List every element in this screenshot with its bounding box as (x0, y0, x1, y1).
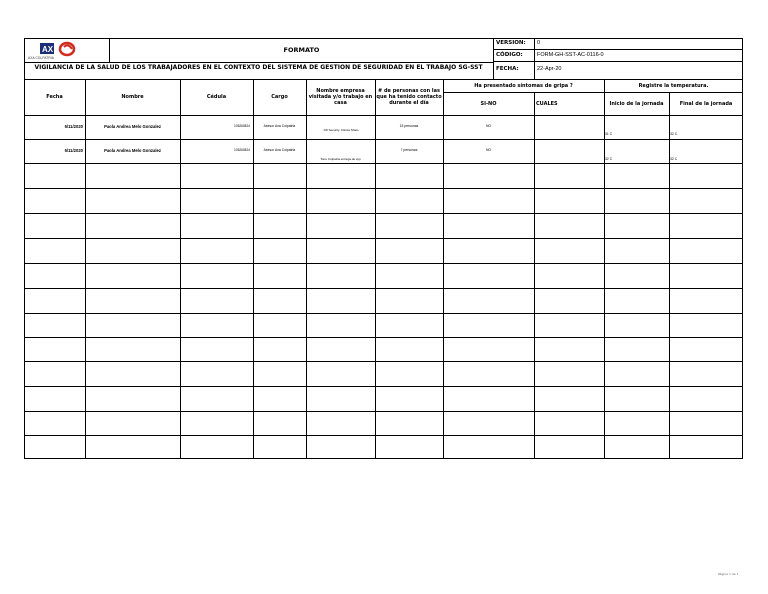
col-si-no: SI-NO (480, 100, 497, 107)
row1-final: 32 C (670, 132, 678, 136)
row1-si-no: NO (485, 124, 492, 128)
col-cedula: Cédula (206, 94, 227, 100)
col-fecha: Fecha (46, 94, 63, 100)
axa-colpatria-logo-icon (40, 41, 92, 57)
row1-nombre: Paola Andrea Melo Gonzalez (104, 124, 161, 129)
version-label: VERSION: (496, 40, 526, 46)
formato-label: FORMATO (110, 38, 494, 62)
row2-inicio: 32 C (605, 157, 613, 161)
col-cargo: Cargo (271, 94, 288, 100)
row2-cedula: 105260824 (234, 148, 250, 152)
row2-empresa: Torre Colpatria entrega de vpp (320, 157, 361, 161)
row2-fecha: 5/11/2020 (64, 148, 83, 153)
row1-inicio: 31 C (605, 132, 613, 136)
col-sintomas-group: Ha presentado síntomas de gripa ? (474, 82, 573, 89)
row2-cargo: Asesor Axa Colpatria (263, 148, 296, 152)
fecha-row (494, 62, 743, 79)
row1-cedula: 105260824 (234, 124, 250, 128)
row1-cargo: Asesor Axa Colpatria (263, 124, 296, 128)
logo-cell (24, 38, 110, 62)
col-inicio: Inicio de la jornada (609, 100, 664, 107)
row1-empresa: KR Security, Clinica Shaio (323, 128, 359, 132)
page-number: Página 1 de 1 (718, 572, 739, 576)
version-value: 0 (537, 40, 541, 46)
row2-nombre: Paola Andrea Melo Gonzalez (104, 148, 161, 153)
codigo-row (494, 50, 743, 62)
col-nombre: Nombre (121, 94, 144, 100)
fecha-label: FECHA: (496, 66, 519, 72)
svg-text:AX: AX (42, 45, 54, 54)
row2-final: 32 C (670, 157, 678, 161)
row2-personas: 7 personas (400, 148, 418, 152)
row1-personas: 15 personas (399, 124, 419, 128)
version-row (494, 38, 743, 50)
row1-fecha: 5/11/2020 (64, 124, 83, 129)
row2-si-no: NO (485, 148, 492, 152)
fecha-value: 22-Apr-20 (537, 66, 562, 72)
col-cuales: CUALES (536, 100, 558, 107)
col-empresa: Nombre empresa visitada y/o trabajo en casa (308, 88, 373, 106)
form-title: VIGILANCIA DE LA SALUD DE LOS TRABAJADORES EN EL CONTEXTO DEL SISTEMA DE GESTION DE SEGURIDAD EN EL TRABAJO SG-SST (24, 62, 494, 79)
col-personas: # de personas con las que ha tenido contacto durante el día (376, 88, 442, 106)
codigo-value: FORM-GH-SST-AC-0116-0 (537, 52, 604, 58)
logo-text: AXA COLPATRIA (28, 56, 54, 60)
col-temp-group: Registre la temperatura. (638, 82, 709, 89)
col-final: Final de la jornada (679, 100, 733, 107)
codigo-label: CÓDIGO: (496, 52, 523, 58)
